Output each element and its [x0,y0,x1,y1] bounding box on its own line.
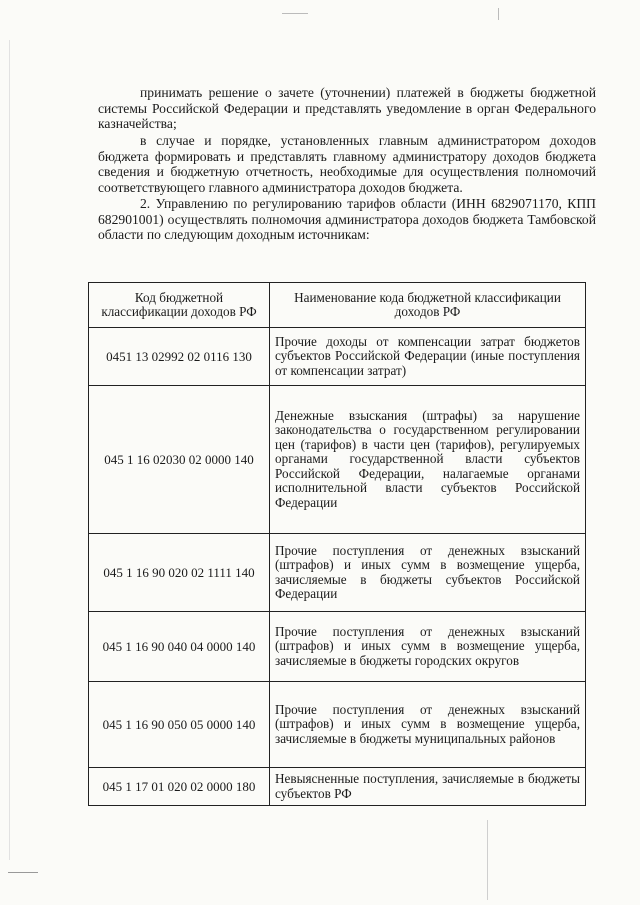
table-row [89,682,586,768]
row-code: 0451 13 02992 02 0116 130 [89,328,270,386]
scan-artifact-left [9,40,10,860]
scan-artifact-top [282,13,308,14]
row-name: Невыясненные поступления, зачисляемые в бюджеты субъектов РФ [270,768,586,806]
paragraph-otchetnost: в случае и порядке, установленных главным администратором доходов бюджета формировать и представлять главному администратору доходов бюджета сведения и бюджетную отчетность, необходимые для осуществления полномочий соответствующего главного администратора доходов бюджета. [98,133,596,195]
row-name: Прочие поступления от денежных взысканий (штрафов) и иных сумм в возмещение ущерба, зачисляемые в бюджеты муниципальных районов [270,682,586,768]
table-row [89,768,586,806]
row-name: Денежные взыскания (штрафы) за нарушение законодательства о государственном регулировании цен (тарифов) в части цен (тарифов), регулируемых органами государственной власти субъектов Российской Федерации, налагаемые органами исполнительной власти субъектов Российской Федерации [270,386,586,534]
scan-artifact-bottom-left [8,872,38,873]
scan-artifact-bottom-right [487,820,488,900]
table-row [89,386,586,534]
row-name: Прочие доходы от компенсации затрат бюджетов субъектов Российской Федерации (иные поступления от компенсации затрат) [270,328,586,386]
row-code: 045 1 16 90 020 02 1111 140 [89,534,270,612]
revenue-codes-table [88,282,586,806]
paragraph-zachet: принимать решение о зачете (уточнении) платежей в бюджеты бюджетной системы Российской Федерации и представлять уведомление в орган Федерального казначейства; [98,85,596,132]
row-name: Прочие поступления от денежных взысканий (штрафов) и иных сумм в возмещение ущерба, зачисляемые в бюджеты городских округов [270,612,586,682]
table-row [89,534,586,612]
row-code: 045 1 17 01 020 02 0000 180 [89,768,270,806]
row-name: Прочие поступления от денежных взысканий (штрафов) и иных сумм в возмещение ущерба, зачисляемые в бюджеты субъектов Российской Федерации [270,534,586,612]
row-code: 045 1 16 90 040 04 0000 140 [89,612,270,682]
table-row [89,328,586,386]
table-header-row [89,283,586,328]
table-row [89,612,586,682]
row-code: 045 1 16 90 050 05 0000 140 [89,682,270,768]
header-name: Наименование кода бюджетной классификации доходов РФ [270,283,586,328]
paragraph-upravlenie: 2. Управлению по регулированию тарифов области (ИНН 6829071170, КПП 682901001) осуществлять полномочия администратора доходов бюджета Тамбовской области по следующим доходным источникам: [98,196,596,243]
scan-artifact-right [498,8,499,20]
row-code: 045 1 16 02030 02 0000 140 [89,386,270,534]
header-code: Код бюджетной классификации доходов РФ [89,283,270,328]
